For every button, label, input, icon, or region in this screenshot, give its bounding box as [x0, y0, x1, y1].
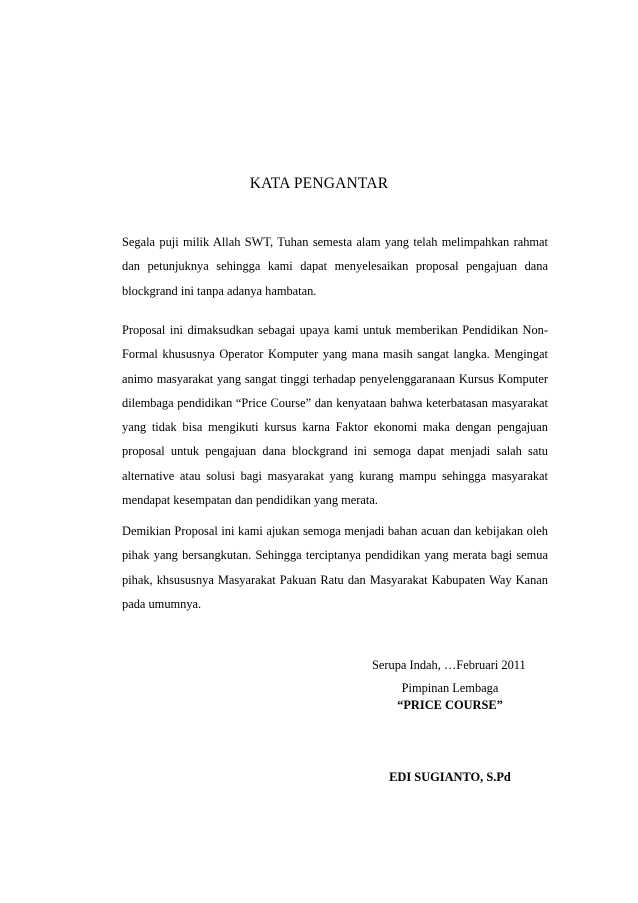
- signature-name: EDI SUGIANTO, S.Pd: [389, 770, 511, 784]
- signature-organization: “PRICE COURSE”: [397, 698, 503, 712]
- paragraph-opening: Segala puji milik Allah SWT, Tuhan semesta alam yang telah melimpahkan rahmat dan petunjuknya sehingga kami dapat menyelesaikan proposal pengajuan dana blockgrand ini tanpa adanya hambatan.: [122, 235, 548, 298]
- paragraph-closing: Demikian Proposal ini kami ajukan semoga menjadi bahan acuan dan kebijakan oleh pihak yang bersangkutan. Sehingga terciptanya pendidikan yang merata bagi semua pihak, khsususnya Masyarakat Pakuan Ratu dan Masyarakat Kabupaten Way Kanan pada umumnya.: [122, 524, 548, 611]
- signature-position: Pimpinan Lembaga: [401, 681, 499, 695]
- signature-block: [380, 680, 520, 714]
- signature-place-date: Serupa Indah, …Februari 2011: [372, 658, 526, 672]
- paragraph-purpose: Proposal ini dimaksudkan sebagai upaya kami untuk memberikan Pendidikan Non-Formal khususnya Operator Komputer yang mana masih sangat langka. Mengingat animo masyarakat yang sangat tinggi terhadap penyelenggaranaan Kursus Komputer dilembaga pendidikan “Price Course” dan kenyataan bahwa keterbatasan masyarakat yang tidak bisa mengikuti kursus karna Faktor ekonomi maka dengan pengajuan proposal untuk pengajuan dana blockgrand ini semoga dapat menjadi salah satu alternative atau solusi bagi masyarakat yang kurang mampu sehingga masyarakat mendapat kesempatan dan pendidikan yang merata.: [122, 323, 548, 508]
- page-title: KATA PENGANTAR: [249, 175, 389, 192]
